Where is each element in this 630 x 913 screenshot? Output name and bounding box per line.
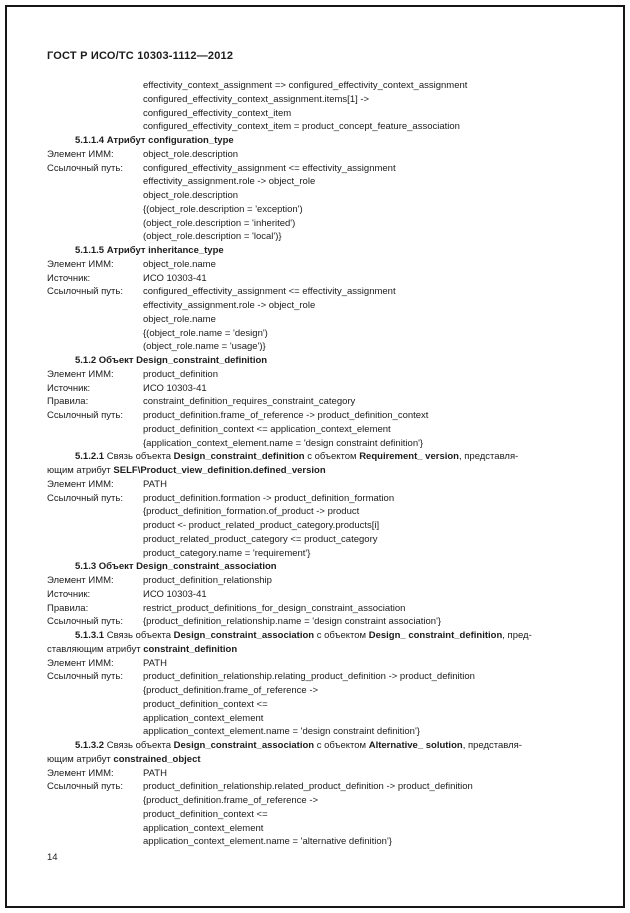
field-label: [47, 79, 143, 93]
page-number: 14: [47, 852, 58, 863]
doc-line-field: [47, 409, 585, 423]
field-label: Ссылочный путь:: [47, 286, 123, 298]
reference-path-continuation: (object_role.description = 'inherited'): [143, 217, 296, 229]
heading-text: ющим атрибут: [47, 753, 114, 765]
doc-line-cont: [47, 835, 585, 849]
reference-path-continuation: object_role.description: [143, 190, 239, 201]
doc-line-cont: [47, 203, 585, 217]
doc-line-field: [47, 368, 585, 382]
field-label: Ссылочный путь:: [47, 162, 123, 174]
reference-path-continuation: (object_role.name = 'usage')}: [143, 341, 266, 353]
reference-path-continuation: effectivity_assignment.role -> object_role: [143, 300, 316, 311]
field-label: [47, 217, 143, 231]
field-label: Элемент ИММ:: [47, 478, 114, 490]
reference-path-continuation: application_context_element: [143, 712, 264, 724]
heading-term: 5.1.2 Объект: [75, 355, 137, 366]
heading-text: , представля-: [462, 740, 522, 751]
field-label: [47, 120, 143, 134]
field-label: [47, 423, 143, 437]
field-label: [47, 808, 143, 822]
field-label: [47, 437, 143, 451]
reference-path-continuation: effectivity_assignment.role -> object_role: [143, 176, 316, 188]
doc-line-field: [47, 272, 585, 286]
doc-line-cont: [47, 120, 585, 134]
doc-line-cont: [47, 189, 585, 203]
doc-line-heading: [47, 354, 585, 368]
heading-term: 5.1.3.2: [75, 740, 107, 751]
doc-line-cont: [47, 340, 585, 354]
heading-term: constraint_definition: [143, 643, 238, 655]
doc-line-cont: [47, 327, 585, 341]
field-value: product_definition_relationship: [143, 575, 272, 586]
doc-line-heading: [47, 560, 585, 574]
heading-text: , представля-: [458, 451, 519, 463]
reference-path-continuation: {application_context_element.name = 'design constraint definition'}: [143, 437, 424, 449]
field-value: configured_effectivity_assignment <= effectivity_assignment: [143, 286, 396, 298]
heading-term: inheritance_type: [148, 245, 224, 256]
doc-line-cont: [47, 547, 585, 561]
doc-line-field: [47, 478, 585, 492]
field-value: PATH: [143, 478, 167, 490]
heading-term: Requirement_ version: [359, 451, 459, 463]
doc-line-cont: [47, 808, 585, 822]
heading-text: ставляющим атрибут: [47, 643, 144, 655]
doc-line-field: [47, 780, 585, 794]
doc-line-cont: [47, 533, 585, 547]
field-value: product_definition_relationship.relating_product_definition -> product_definition: [143, 671, 475, 683]
doc-line-cont: [47, 423, 585, 437]
doc-line-cont: [47, 230, 585, 244]
reference-path-continuation: (object_role.description = 'local')}: [143, 231, 282, 243]
heading-text: Связь объекта: [106, 451, 174, 463]
reference-path-continuation: {(object_role.name = 'design'): [143, 327, 268, 339]
heading-term: 5.1.3.1: [75, 630, 107, 641]
doc-line-cont: [47, 725, 585, 739]
field-value: product_definition.frame_of_reference -> product_definition_context: [143, 410, 429, 421]
reference-path-continuation: product <- product_related_product_category.products[i]: [143, 520, 380, 531]
reference-path-continuation: effectivity_context_assignment => configured_effectivity_context_assignment: [143, 80, 468, 91]
field-value: {product_definition_relationship.name = 'design constraint association'}: [143, 616, 442, 628]
doc-line-heading: [47, 739, 585, 753]
heading-term: 5.1.3 Объект: [75, 561, 137, 573]
field-label: Элемент ИММ:: [47, 148, 114, 160]
heading-text: ющим атрибут: [47, 465, 114, 476]
heading-term: constrained_object: [113, 753, 201, 765]
field-label: [47, 175, 143, 189]
doc-line-field: [47, 395, 585, 409]
field-value: constraint_definition_requires_constraint_category: [143, 396, 356, 408]
doc-line-heading: [47, 244, 585, 258]
field-label: Источник:: [47, 588, 91, 600]
doc-line-cont: [47, 313, 585, 327]
doc-line-cont: [47, 175, 585, 189]
doc-line-heading2: [47, 753, 585, 767]
doc-line-cont: [47, 794, 585, 808]
reference-path-continuation: configured_effectivity_context_assignment.items[1] ->: [143, 93, 370, 105]
heading-text: с объектом: [304, 451, 360, 463]
reference-path-continuation: {product_definition_formation.of_product -> product: [143, 506, 360, 518]
doc-line-field: [47, 574, 585, 588]
field-label: Ссылочный путь:: [47, 781, 123, 793]
field-value: PATH: [143, 767, 167, 779]
field-label: Ссылочный путь:: [47, 616, 123, 628]
field-label: Элемент ИММ:: [47, 657, 114, 669]
doc-line-field: [47, 382, 585, 396]
field-label: [47, 822, 143, 836]
document-standard-number: ГОСТ Р ИСО/ТС 10303-1112—2012: [47, 50, 234, 62]
field-label: [47, 547, 143, 561]
field-value: restrict_product_definitions_for_design_constraint_association: [143, 602, 406, 614]
doc-line-cont: [47, 519, 585, 533]
heading-term: Design_ constraint_definition: [368, 630, 503, 641]
doc-line-cont: [47, 107, 585, 121]
reference-path-continuation: {product_definition.frame_of_reference ->: [143, 685, 319, 696]
field-label: [47, 313, 143, 327]
doc-line-field: [47, 162, 585, 176]
field-label: [47, 230, 143, 244]
heading-text: , пред-: [502, 630, 532, 641]
doc-line-field: [47, 615, 585, 629]
heading-term: Design_constraint_association: [173, 630, 315, 641]
doc-line-field: [47, 657, 585, 671]
heading-text: Связь объекта: [106, 630, 174, 641]
doc-line-field: [47, 670, 585, 684]
field-label: [47, 505, 143, 519]
field-value: product_definition_relationship.related_product_definition -> product_definition: [143, 781, 473, 793]
field-label: Источник:: [47, 272, 91, 284]
reference-path-continuation: application_context_element.name = 'alternative definition'}: [143, 836, 392, 848]
field-label: [47, 684, 143, 698]
field-label: Правила:: [47, 396, 89, 408]
doc-line-heading: [47, 134, 585, 148]
heading-term: 5.1.1.4 Атрибут: [75, 135, 149, 146]
field-value: product_definition.formation -> product_definition_formation: [143, 492, 395, 504]
doc-line-cont: [47, 505, 585, 519]
field-label: [47, 340, 143, 354]
doc-line-cont: [47, 712, 585, 726]
field-label: [47, 835, 143, 849]
doc-line-field: [47, 767, 585, 781]
field-label: [47, 203, 143, 217]
field-value: ИСО 10303-41: [143, 382, 207, 394]
field-label: [47, 189, 143, 203]
doc-line-field: [47, 492, 585, 506]
heading-term: Design_constraint_definition: [136, 355, 268, 366]
field-label: Ссылочный путь:: [47, 671, 123, 683]
doc-line-heading2: [47, 464, 585, 478]
heading-term: 5.1.1.5 Атрибут: [75, 245, 149, 256]
doc-line-field: [47, 148, 585, 162]
doc-line-cont: [47, 93, 585, 107]
heading-text: Связь объекта: [106, 740, 174, 751]
field-value: product_definition: [143, 368, 218, 380]
reference-path-continuation: {product_definition.frame_of_reference ->: [143, 795, 319, 806]
doc-line-cont: [47, 437, 585, 451]
doc-line-heading2: [47, 643, 585, 657]
doc-line-field: [47, 258, 585, 272]
field-label: [47, 519, 143, 533]
heading-term: Design_constraint_definition: [173, 451, 305, 463]
reference-path-continuation: configured_effectivity_context_item = product_concept_feature_association: [143, 121, 460, 133]
heading-term: Design_constraint_association: [136, 561, 277, 573]
field-value: configured_effectivity_assignment <= effectivity_assignment: [143, 162, 396, 174]
page-frame: [5, 5, 625, 908]
heading-text: с объектом: [314, 630, 369, 641]
field-label: Элемент ИММ:: [47, 258, 114, 270]
field-label: [47, 712, 143, 726]
field-value: ИСО 10303-41: [143, 588, 207, 600]
doc-line-cont: [47, 684, 585, 698]
doc-line-cont: [47, 698, 585, 712]
field-label: Элемент ИММ:: [47, 368, 114, 380]
reference-path-continuation: application_context_element: [143, 822, 264, 834]
reference-path-continuation: product_related_product_category <= product_category: [143, 533, 378, 545]
doc-line-field: [47, 602, 585, 616]
reference-path-continuation: product_definition_context <= application_context_element: [143, 423, 391, 435]
heading-term: configuration_type: [148, 135, 234, 146]
reference-path-continuation: product_definition_context <=: [143, 698, 268, 710]
reference-path-continuation: application_context_element.name = 'design constraint definition'}: [143, 726, 420, 738]
field-label: Ссылочный путь:: [47, 492, 123, 504]
doc-line-heading: [47, 629, 585, 643]
field-label: Элемент ИММ:: [47, 575, 114, 586]
field-label: Элемент ИММ:: [47, 767, 114, 779]
field-label: [47, 533, 143, 547]
heading-term: 5.1.2.1: [75, 451, 107, 463]
field-label: [47, 794, 143, 808]
reference-path-continuation: object_role.name: [143, 313, 216, 325]
heading-text: с объектом: [314, 740, 369, 751]
reference-path-continuation: product_definition_context <=: [143, 808, 268, 820]
heading-term: SELF\Product_view_definition.defined_version: [113, 465, 326, 476]
field-label: Ссылочный путь:: [47, 410, 123, 421]
field-label: [47, 698, 143, 712]
field-value: object_role.description: [143, 148, 239, 160]
heading-term: Alternative_ solution: [368, 740, 463, 751]
heading-term: Design_constraint_association: [173, 740, 315, 751]
field-label: [47, 299, 143, 313]
doc-line-cont: [47, 79, 585, 93]
doc-line-field: [47, 285, 585, 299]
reference-path-continuation: configured_effectivity_context_item: [143, 107, 292, 119]
reference-path-continuation: product_category.name = 'requirement'}: [143, 547, 311, 559]
document-body: [47, 79, 585, 849]
field-value: object_role.name: [143, 258, 216, 270]
field-label: [47, 93, 143, 107]
doc-line-field: [47, 588, 585, 602]
field-label: [47, 107, 143, 121]
reference-path-continuation: {(object_role.description = 'exception'): [143, 203, 303, 215]
doc-line-cont: [47, 217, 585, 231]
field-label: [47, 327, 143, 341]
field-label: [47, 725, 143, 739]
doc-line-cont: [47, 299, 585, 313]
doc-line-heading: [47, 450, 585, 464]
field-value: ИСО 10303-41: [143, 272, 207, 284]
doc-line-cont: [47, 822, 585, 836]
field-label: Правила:: [47, 602, 89, 614]
field-label: Источник:: [47, 382, 91, 394]
field-value: PATH: [143, 657, 167, 669]
